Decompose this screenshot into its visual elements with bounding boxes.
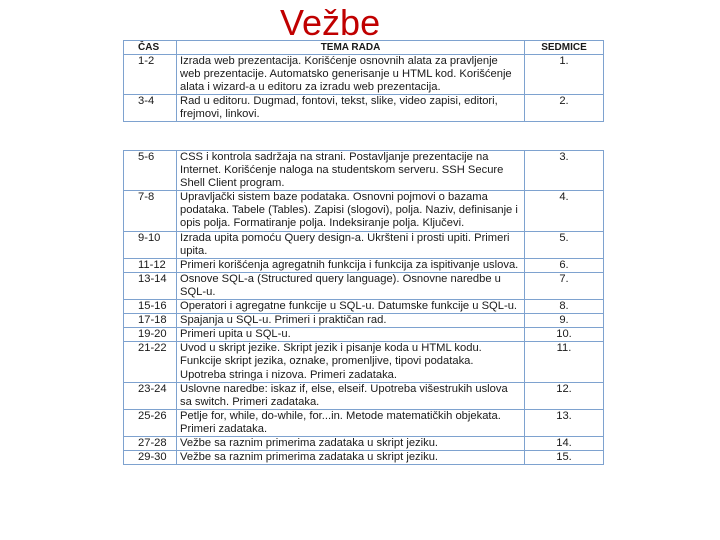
table-row [124, 95, 604, 122]
schedule-table-part1 [123, 40, 604, 122]
row-tema: CSS i kontrola sadržaja na strani. Postavljanje prezentacije na Internet. Korišćenje naloga na studentskom serveru. SSH Secure Shell Client program. [177, 151, 525, 191]
table-row [124, 451, 604, 465]
row-tema: Primeri korišćenja agregatnih funkcija i funkcija za ispitivanje uslova. [177, 258, 525, 272]
header-row [124, 41, 604, 55]
row-sedmica: 3. [525, 151, 604, 191]
row-sedmica: 9. [525, 314, 604, 328]
row-tema: Operatori i agregatne funkcije u SQL-u. Datumske funkcije u SQL-u. [177, 300, 525, 314]
row-cas: 9-10 [124, 231, 177, 258]
row-sedmica: 14. [525, 436, 604, 450]
row-cas: 11-12 [124, 258, 177, 272]
row-tema: Osnove SQL-a (Structured query language). Osnovne naredbe u SQL-u. [177, 272, 525, 299]
row-cas: 15-16 [124, 300, 177, 314]
row-sedmica: 11. [525, 342, 604, 382]
row-cas: 25-26 [124, 409, 177, 436]
table-row [124, 314, 604, 328]
row-sedmica: 5. [525, 231, 604, 258]
row-sedmica: 7. [525, 272, 604, 299]
row-tema: Izrada upita pomoću Query design-a. Ukršteni i prosti upiti. Primeri upita. [177, 231, 525, 258]
table-row [124, 409, 604, 436]
row-sedmica: 15. [525, 451, 604, 465]
table-row [124, 436, 604, 450]
row-sedmica: 12. [525, 382, 604, 409]
table-row [124, 342, 604, 382]
row-sedmica: 8. [525, 300, 604, 314]
row-cas: 13-14 [124, 272, 177, 299]
row-sedmica: 2. [525, 95, 604, 122]
table-row [124, 191, 604, 231]
row-cas: 5-6 [124, 151, 177, 191]
row-tema: Rad u editoru. Dugmad, fontovi, tekst, slike, video zapisi, editori, frejmovi, linkovi. [177, 95, 525, 122]
table-row [124, 328, 604, 342]
table-row [124, 231, 604, 258]
row-sedmica: 4. [525, 191, 604, 231]
row-tema: Vežbe sa raznim primerima zadataka u skript jeziku. [177, 451, 525, 465]
row-tema: Uslovne naredbe: iskaz if, else, elseif. Upotreba višestrukih uslova sa switch. Primeri zadataka. [177, 382, 525, 409]
header-sedmice: SEDMICE [525, 41, 604, 55]
table-row [124, 272, 604, 299]
row-sedmica: 6. [525, 258, 604, 272]
row-tema: Spajanja u SQL-u. Primeri i praktičan rad. [177, 314, 525, 328]
row-tema: Primeri upita u SQL-u. [177, 328, 525, 342]
row-cas: 3-4 [124, 95, 177, 122]
header-tema: TEMA RADA [177, 41, 525, 55]
table-row [124, 382, 604, 409]
row-cas: 23-24 [124, 382, 177, 409]
row-cas: 1-2 [124, 55, 177, 95]
row-tema: Upravljački sistem baze podataka. Osnovni pojmovi o bazama podataka. Tabele (Tables). Zapisi (slogovi), polja. Naziv, definisanje i opis polja. Formatiranje polja. Indeksiranje polja. Ključevi. [177, 191, 525, 231]
table-row [124, 55, 604, 95]
table-row [124, 151, 604, 191]
row-tema: Vežbe sa raznim primerima zadataka u skript jeziku. [177, 436, 525, 450]
row-cas: 7-8 [124, 191, 177, 231]
row-tema: Petlje for, while, do-while, for...in. Metode matematičkih objekata. Primeri zadataka. [177, 409, 525, 436]
row-sedmica: 13. [525, 409, 604, 436]
row-cas: 17-18 [124, 314, 177, 328]
row-tema: Izrada web prezentacija. Korišćenje osnovnih alata za pravljenje web prezentacije. Automatsko generisanje u HTML kod. Korišćenje alata i wizard-a u editoru za izradu web prezentacija. [177, 55, 525, 95]
row-cas: 27-28 [124, 436, 177, 450]
slide-title: Vežbe [280, 2, 381, 43]
row-cas: 21-22 [124, 342, 177, 382]
row-sedmica: 10. [525, 328, 604, 342]
header-cas: ČAS [124, 41, 177, 55]
table-row [124, 300, 604, 314]
row-cas: 29-30 [124, 451, 177, 465]
row-sedmica: 1. [525, 55, 604, 95]
row-tema: Uvod u skript jezike. Skript jezik i pisanje koda u HTML kodu. Funkcije skript jezika, oznake, promenljive, tipovi podataka. Upotreba stringa i nizova. Primeri zadataka. [177, 342, 525, 382]
schedule-table-part2 [123, 150, 604, 465]
table-row [124, 258, 604, 272]
row-cas: 19-20 [124, 328, 177, 342]
